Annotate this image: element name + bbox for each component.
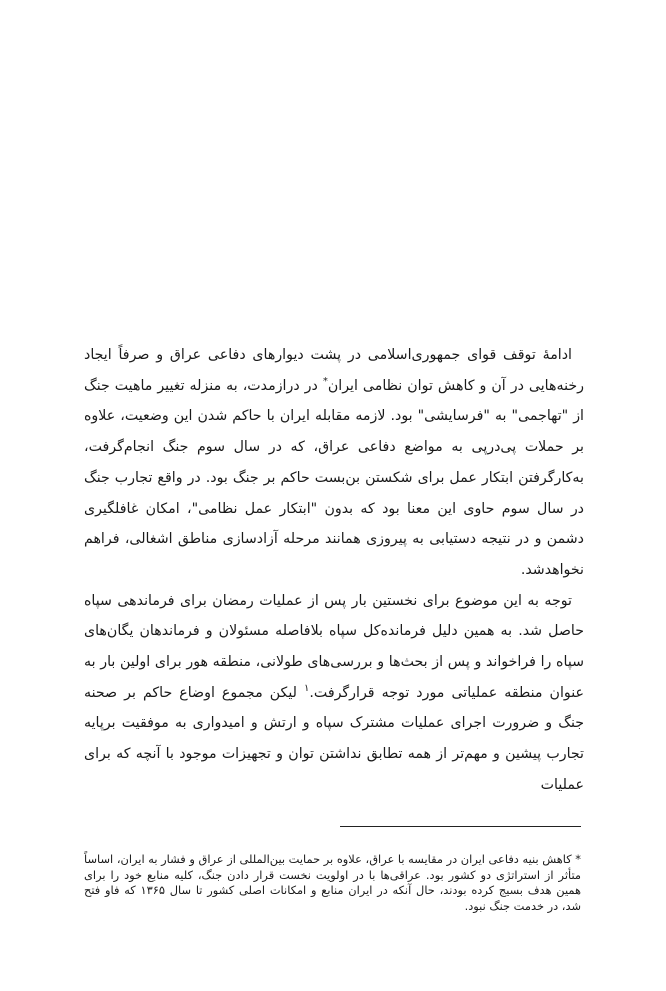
paragraph-2-text-end: لیکن مجموع اوضاع حاکم بر صحنه جنگ و ضرورت اجرای عملیات مشترک سپاه و ارتش و امیدواری به موفقیت برپایه تجارب پیشین و مهم‌تر از همه تطابق نداشتن توان و تجهیزات موجود با آنچه که برای عملیات <box>84 684 584 793</box>
footnote-star: * کاهش بنیه دفاعی ایران در مقایسه با عراق، علاوه بر حمایت بین‌المللی از عراق و فشار به ایران، اساساً متأثر از استراتژی دو کشور بود. عراقی‌ها با در اولویت نخست قرار دادن جنگ، کلیه منابع خود را برای همین هدف بسیج کرده بودند، حال آنکه در ایران منابع و امکانات اصلی کشور تا سال ۱۳۶۵ که فاو فتح شد، در خدمت جنگ نبود. <box>84 852 581 913</box>
paragraph-1-text-start: ادامهٔ توقف قوای جمهوری‌اسلامی در پشت دیوارهای دفاعی عراق و صرفاً ایجاد رخنه‌هایی در آن و کاهش توان نظامی ایران <box>84 347 584 394</box>
endnote-marker-1: ۱ <box>304 682 310 694</box>
footnote-separator <box>340 826 581 827</box>
paragraph-1 <box>84 340 584 586</box>
paragraph-1-text-end: در درازمدت، به منزله تغییر ماهیت جنگ از "تهاجمی" به "فرسایشی" بود. لازمه مقابله ایران با حاکم شدن این وضعیت، علاوه بر حملات پی‌درپی به مواضع دفاعی عراق، که در سال سوم جنگ انجام‌گرفت، به‌کارگرفتن ابتکار عمل برای شکستن بن‌بست حاکم بر جنگ بود. در واقع تجارب جنگ در سال سوم حاوی این معنا بود که بدون "ابتکار عمل نظامی"، امکان غافلگیری دشمن و در نتیجه دستیابی به پیروزی همانند مرحله آزادسازی مناطق اشغالی، فراهم نخواهدشد. <box>84 377 584 578</box>
footnote-marker-star: * <box>322 375 328 387</box>
paragraph-2 <box>84 586 584 801</box>
main-text <box>84 340 584 801</box>
footnotes <box>84 852 581 914</box>
paragraph-2-text-start: توجه به این موضوع برای نخستین بار پس از عملیات رمضان برای فرماندهی سپاه حاصل شد. به همین دلیل فرمانده‌کل سپاه بلافاصله مسئولان و فرماندهان یگان‌های سپاه را فراخواند و پس از بحث‌ها و بررسی‌های طولانی، منطقه هور برای اولین بار به عنوان منطقه عملیاتی مورد توجه قرارگرفت. <box>84 592 584 701</box>
